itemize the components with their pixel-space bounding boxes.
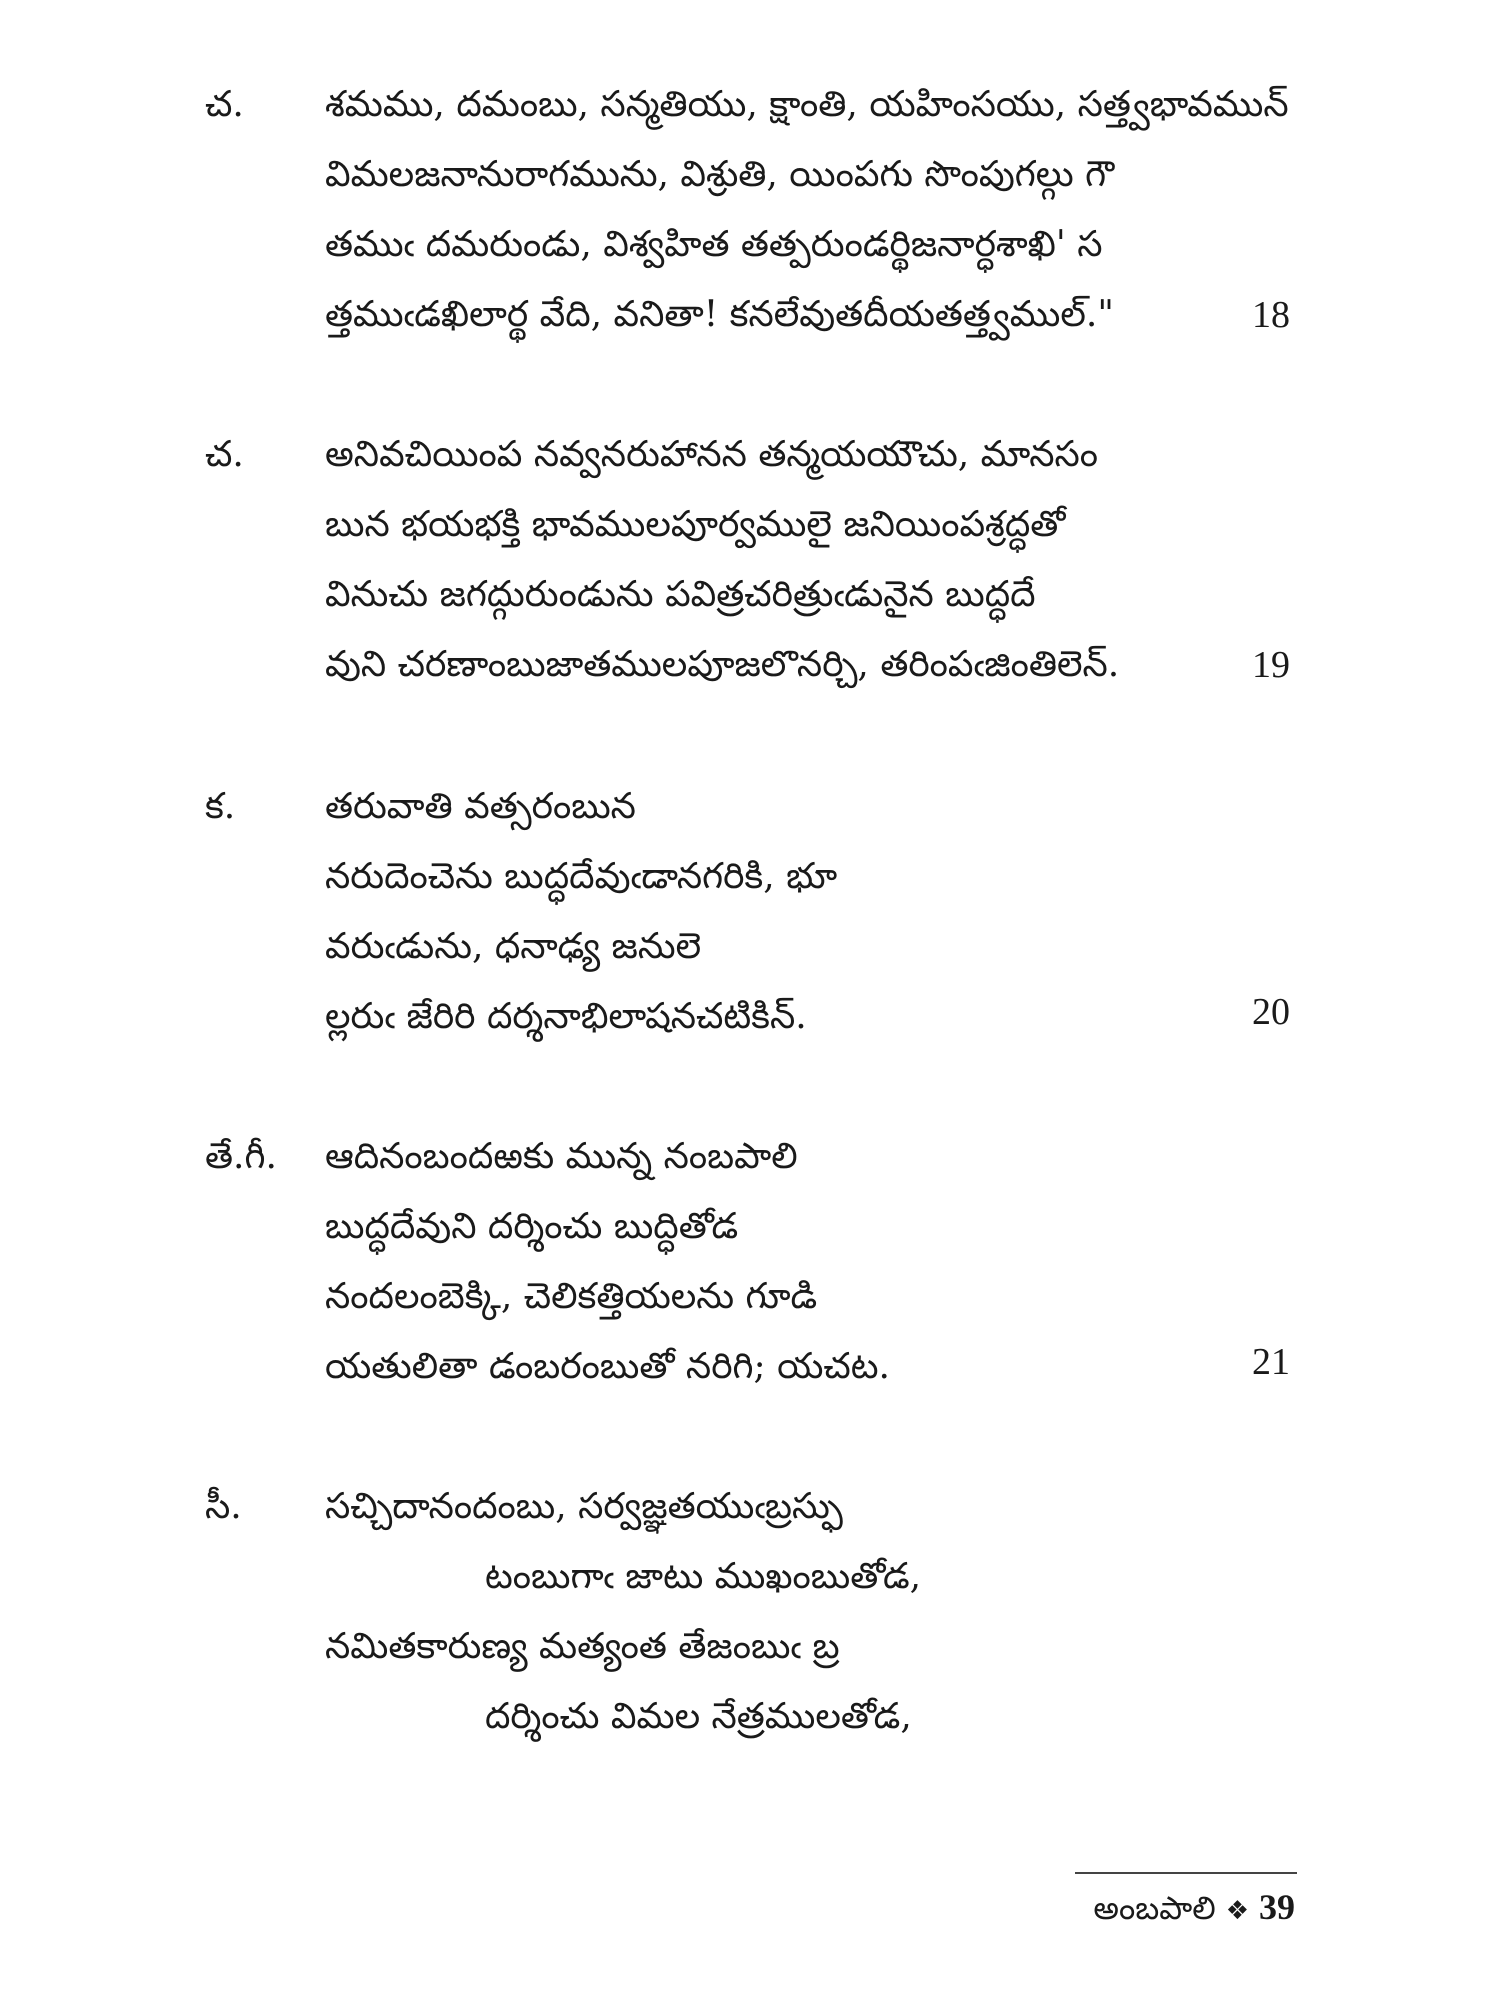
- verse-line: ఆదినంబందఱకు మున్న నంబపాలి: [325, 1136, 798, 1177]
- verse-line: బున భయభక్తి భావములపూర్వములై జనియింపశ్రద్ధతో: [325, 504, 1066, 545]
- verse-line: యతులితా డంబరంబుతో నరిగి; యచట.: [325, 1346, 890, 1387]
- verse-line: తరువాతి వత్సరంబున: [325, 786, 636, 827]
- verse-line: నమితకారుణ్య మత్యంత తేజంబుఁ బ్ర: [325, 1626, 840, 1667]
- diamond-ornament-icon: ❖: [1225, 1896, 1249, 1926]
- verse-number: 21: [1252, 1341, 1290, 1383]
- verse-line: దర్శించు విమల నేత్రములతోడ,: [485, 1696, 912, 1737]
- verse-line: వరుఁడును, ధనాఢ్య జనులె: [325, 926, 702, 967]
- verse-number: 18: [1252, 294, 1290, 336]
- verse-number: 19: [1252, 644, 1290, 686]
- verse-line: సచ్చిదానందంబు, సర్వజ్ఞతయుఁబ్రస్ఫు: [325, 1486, 843, 1527]
- verse-meter-label: చ.: [205, 434, 244, 475]
- verse-line: నరుదెంచెను బుద్ధదేవుఁడానగరికి, భూ: [325, 856, 838, 897]
- verse-line: నందలంబెక్కి, చెలికత్తియలను గూడి: [325, 1276, 818, 1317]
- verse-line: వుని చరణాంబుజాతములపూజలొనర్చి, తరింపఁజింతిలెన్.: [325, 644, 1120, 685]
- verse-line: తముఁ దమరుండు, విశ్వహిత తత్పరుండర్థిజనార్ధశాఖి' స: [325, 224, 1103, 265]
- verse-line: త్తముఁడఖిలార్థ వేది, వనితా! కనలేవుతదీయతత్త్వముల్.": [325, 294, 1114, 335]
- verse-meter-label: తే.గీ.: [205, 1136, 277, 1177]
- verse-line: బుద్ధదేవుని దర్శించు బుద్ధితోడ: [325, 1206, 739, 1247]
- verse-line: అనివచియింప నవ్వనరుహానన తన్మయయౌచు, మానసం: [325, 434, 1099, 475]
- verse-number: 20: [1252, 991, 1290, 1033]
- verse-line: వినుచు జగద్గురుండును పవిత్రచరిత్రుఁడునైన బుద్ధదే: [325, 574, 1036, 615]
- page-number: 39: [1259, 1887, 1295, 1927]
- verse-line: ల్లరుఁ జేరిరి దర్శనాభిలాషనచటికిన్.: [325, 996, 807, 1037]
- page-footer: [1093, 1882, 1295, 1936]
- verse-line: విమలజనానురాగమును, విశ్రుతి, యింపగు సొంపుగల్గు గౌ: [325, 154, 1115, 195]
- verse-line: టంబుగాఁ జాటు ముఖంబుతోడ,: [485, 1556, 922, 1597]
- verse-meter-label: క.: [205, 786, 236, 827]
- verse-meter-label: చ.: [205, 84, 244, 125]
- book-title: అంబపాలి: [1093, 1889, 1216, 1927]
- verse-meter-label: సీ.: [205, 1486, 242, 1527]
- verse-lines: [325, 1472, 1325, 1752]
- verse-line: శమము, దమంబు, సన్మతియు, క్షాంతి, యహింసయు, సత్త్వభావమున్: [325, 84, 1289, 125]
- footer-rule: [1075, 1872, 1297, 1874]
